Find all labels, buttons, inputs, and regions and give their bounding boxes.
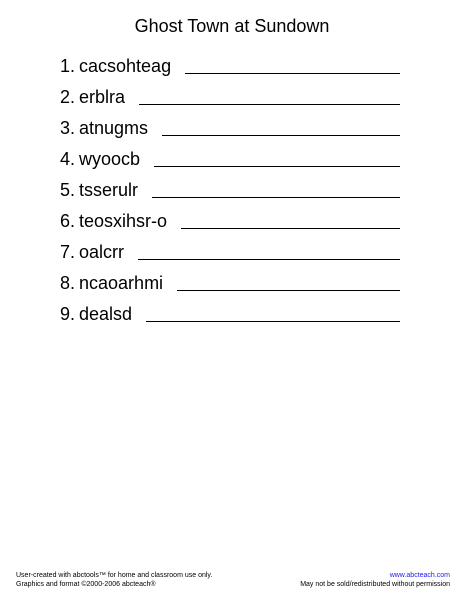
scrambled-word: cacsohteag <box>79 56 172 76</box>
scrambled-word: atnugms <box>79 118 149 138</box>
answer-blank <box>146 321 400 322</box>
scrambled-word: erblra <box>79 87 126 107</box>
answer-blank <box>152 197 400 198</box>
list-item <box>60 232 400 263</box>
answer-blank <box>138 259 400 260</box>
item-number: 9. <box>60 304 76 324</box>
list-item <box>60 77 400 108</box>
scrambled-word: wyoocb <box>79 149 141 169</box>
footer-usage-note: User-created with abctools™ for home and classroom use only. <box>16 572 213 579</box>
list-item <box>60 46 400 77</box>
list-item <box>60 294 400 325</box>
scrambled-word: dealsd <box>79 304 133 324</box>
website-link[interactable]: www.abcteach.com <box>389 572 450 579</box>
answer-blank <box>177 290 400 291</box>
answer-blank <box>154 166 400 167</box>
scrambled-word: teosxihsr-o <box>79 211 168 231</box>
list-item <box>60 263 400 294</box>
footer-copyright: Graphics and format ©2000-2006 abcteach® <box>16 580 156 588</box>
scrambled-word: oalcrr <box>79 242 125 262</box>
footer-permission-note: May not be sold/redistributed without permission <box>300 580 450 588</box>
answer-blank <box>185 73 400 74</box>
worksheet-title: Ghost Town at Sundown <box>134 16 330 36</box>
item-number: 2. <box>60 87 76 107</box>
item-number: 3. <box>60 118 76 138</box>
list-item <box>60 139 400 170</box>
answer-blank <box>139 104 400 105</box>
scrambled-word: ncaoarhmi <box>79 273 164 293</box>
item-number: 7. <box>60 242 76 262</box>
footer-rights <box>300 572 450 589</box>
list-item <box>60 108 400 139</box>
list-item <box>60 201 400 232</box>
item-number: 6. <box>60 211 76 231</box>
item-number: 1. <box>60 56 76 76</box>
scrambled-word: tsserulr <box>79 180 139 200</box>
item-number: 5. <box>60 180 76 200</box>
item-number: 4. <box>60 149 76 169</box>
item-number: 8. <box>60 273 76 293</box>
word-list <box>60 46 400 325</box>
list-item <box>60 170 400 201</box>
answer-blank <box>181 228 400 229</box>
footer-credits <box>16 572 212 589</box>
answer-blank <box>162 135 400 136</box>
